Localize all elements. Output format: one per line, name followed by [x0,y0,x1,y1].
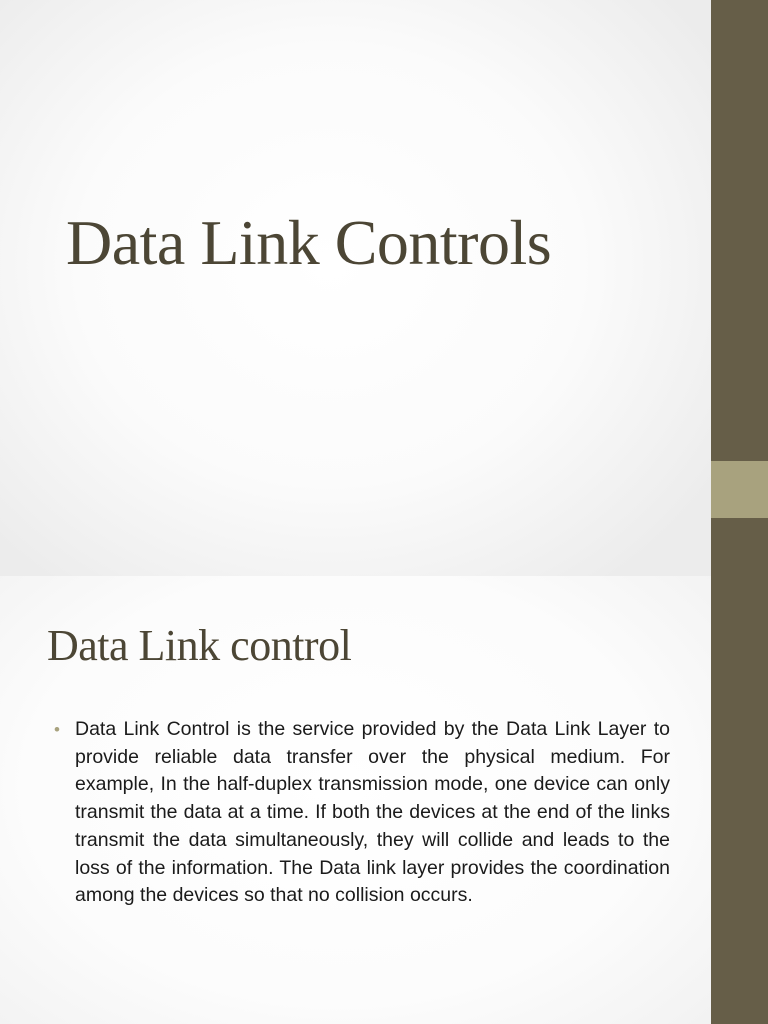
content-heading: Data Link control [47,621,352,670]
bullet-marker: • [54,720,60,739]
bullet-item [54,716,670,910]
content-slide [0,576,768,1024]
bullet-text: Data Link Control is the service provided by the Data Link Layer to provide reliable data transfer over the physical medium. For example, In the half-duplex transmission mode, one device can only transmit the data at a time. If both the devices at the end of the links transmit the data simultaneously, they will collide and leads to the loss of the information. The Data link layer provides the coordination among the devices so that no collision occurs. [75,718,670,907]
bullet-list [54,716,670,910]
decorative-sidebar [711,576,768,1024]
slide-title: Data Link Controls [66,207,552,278]
decorative-sidebar-accent [711,461,768,518]
